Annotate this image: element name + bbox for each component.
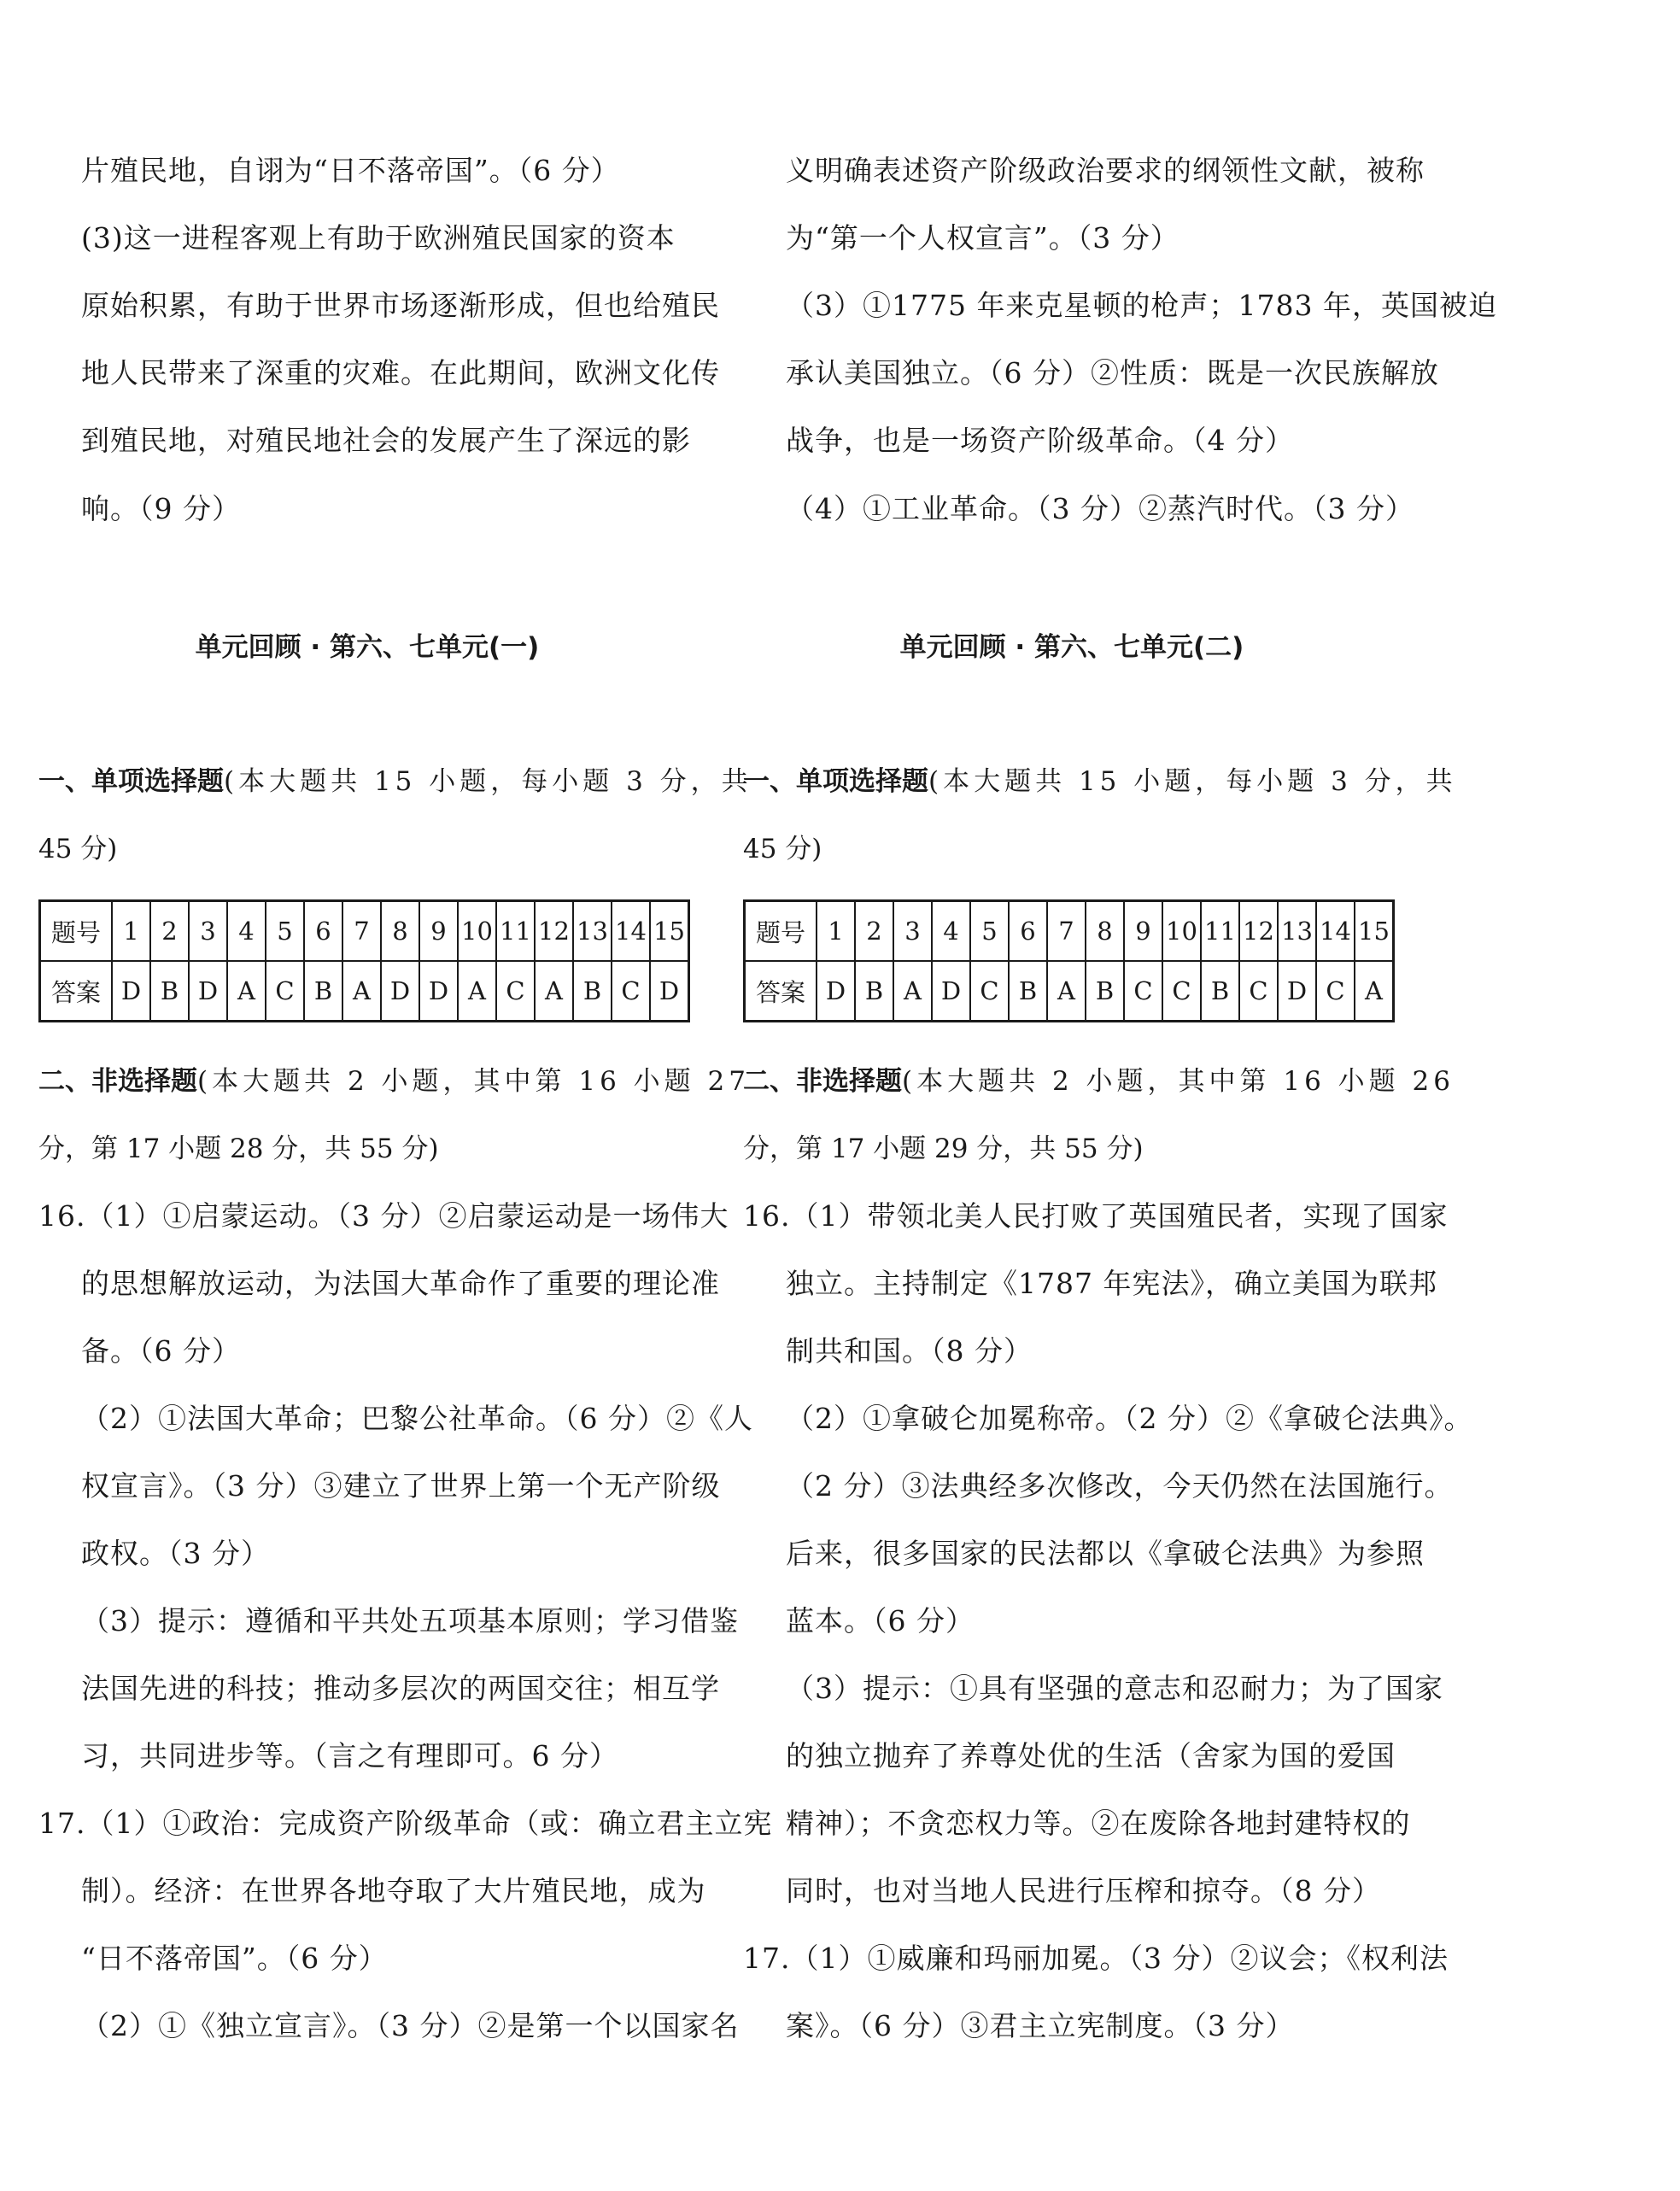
section-title: 单元回顾 · 第六、七单元(二) [899,632,1244,663]
answer-cell: D [381,961,419,1022]
question-number-cell: 1 [817,901,855,962]
answer-cell: D [419,961,458,1022]
section-heading-label: 一、单项选择题 [38,766,224,797]
answer-line: 案》。（6 分）③君主立宪制度。（3 分） [786,2009,1295,2042]
question-number-cell: 13 [1278,901,1316,962]
answer-cell: D [1278,961,1316,1022]
question-number-cell: 12 [1239,901,1278,962]
answer-cell: A [1355,961,1394,1022]
answer-line: 制共和国。（8 分） [786,1334,1033,1368]
answer-line: （2）①法国大革命；巴黎公社革命。（6 分）②《人 [81,1402,753,1435]
question-number-cell: 1 [112,901,150,962]
answer-cell: B [1201,961,1239,1022]
table-row-answers [745,961,1394,1022]
answer-cell: A [342,961,381,1022]
question-number-cell: 11 [496,901,535,962]
section-heading-nonchoice [38,1061,750,1102]
answer-line: “日不落帝国”。（6 分） [81,1942,388,1975]
section-heading-detail: (本大题共 15 小题，每小题 3 分，共 [224,766,752,797]
section-heading-detail-cont: 分，第 17 小题 28 分，共 55 分) [38,1134,439,1164]
question-number-cell: 6 [304,901,342,962]
answer-line: 后来，很多国家的民法都以《拿破仑法典》为参照 [786,1537,1425,1570]
answer-cell: D [189,961,227,1022]
question-number-cell: 5 [970,901,1009,962]
answer-line: 权宣言》。（3 分）③建立了世界上第一个无产阶级 [81,1469,721,1503]
question-number-cell: 13 [573,901,612,962]
answer-table [743,899,1395,1022]
answer-cell: C [970,961,1009,1022]
answer-line: 16.（1）带领北美人民打败了英国殖民者，实现了国家 [743,1199,1449,1233]
section-heading-label: 二、非选择题 [38,1066,197,1097]
question-number-cell: 2 [855,901,893,962]
question-number-cell: 9 [419,901,458,962]
answer-cell: A [227,961,266,1022]
table-row-answers [40,961,689,1022]
answer-line: 16.（1）①启蒙运动。（3 分）②启蒙运动是一场伟大 [38,1199,729,1233]
answer-line: 制）。经济：在世界各地夺取了大片殖民地，成为 [81,1874,706,1907]
question-number-cell: 11 [1201,901,1239,962]
question-number-cell: 4 [932,901,970,962]
section-heading-choice [743,761,1457,802]
question-number-cell: 2 [150,901,189,962]
text-line: （3）①1775 年来克星顿的枪声；1783 年，英国被迫 [786,289,1497,322]
answer-cell: D [932,961,970,1022]
answer-line: （3）提示：遵循和平共处五项基本原则；学习借鉴 [81,1604,739,1637]
question-number-cell: 15 [650,901,689,962]
text-line: 原始积累，有助于世界市场逐渐形成，但也给殖民 [81,289,720,322]
question-number-cell: 5 [266,901,304,962]
answer-cell: C [1124,961,1162,1022]
section-heading-label: 二、非选择题 [743,1066,902,1097]
section-heading-detail: (本大题共 2 小题，其中第 16 小题 27 [197,1066,750,1097]
answer-line: 同时，也对当地人民进行压榨和掠夺。（8 分） [786,1874,1381,1907]
text-line: 义明确表述资产阶级政治要求的纲领性文献，被称 [786,154,1425,187]
answer-cell: B [573,961,612,1022]
table-header-cell: 题号 [745,901,817,962]
table-header-cell: 答案 [745,961,817,1022]
answer-line: 精神）；不贪恋权力等。②在废除各地封建特权的 [786,1807,1411,1840]
answer-line: 的思想解放运动，为法国大革命作了重要的理论准 [81,1267,720,1300]
question-number-cell: 8 [1086,901,1124,962]
text-line: 片殖民地，自诩为“日不落帝国”。（6 分） [81,154,620,187]
answer-cell: B [1086,961,1124,1022]
section-title: 单元回顾 · 第六、七单元(一) [195,632,540,663]
answer-line: 政权。（3 分） [81,1537,270,1570]
question-number-cell: 10 [458,901,496,962]
table-row-numbers [40,901,689,962]
answer-cell: A [535,961,573,1022]
answer-line: 法国先进的科技；推动多层次的两国交往；相互学 [81,1672,720,1705]
question-number-cell: 10 [1162,901,1201,962]
answer-line: （2）①拿破仑加冕称帝。（2 分）②《拿破仑法典》。 [786,1402,1473,1435]
answer-cell: D [650,961,689,1022]
answer-cell: C [1162,961,1201,1022]
answer-cell: A [1047,961,1086,1022]
question-number-cell: 14 [612,901,650,962]
question-number-cell: 6 [1009,901,1047,962]
answer-cell: C [1239,961,1278,1022]
answer-cell: B [150,961,189,1022]
answer-cell: C [496,961,535,1022]
section-heading-detail-cont: 分，第 17 小题 29 分，共 55 分) [743,1134,1144,1164]
text-line: 为“第一个人权宣言”。（3 分） [786,221,1180,255]
question-number-cell: 3 [893,901,932,962]
question-number-cell: 4 [227,901,266,962]
text-line: 战争，也是一场资产阶级革命。（4 分） [786,424,1294,457]
question-number-cell: 15 [1355,901,1394,962]
table-header-cell: 答案 [40,961,113,1022]
section-heading-detail: (本大题共 15 小题，每小题 3 分，共 [928,766,1457,797]
answer-line: （2）①《独立宣言》。（3 分）②是第一个以国家名 [81,2009,740,2042]
text-line: （4）①工业革命。（3 分）②蒸汽时代。（3 分） [786,492,1414,525]
table-header-cell: 题号 [40,901,113,962]
table-row-numbers [745,901,1394,962]
answer-line: 17.（1）①政治：完成资产阶级革命（或：确立君主立宪 [38,1807,773,1840]
question-number-cell: 12 [535,901,573,962]
answer-cell: B [304,961,342,1022]
section-heading-detail-cont: 45 分) [38,834,118,864]
text-line: (3)这一进程客观上有助于欧洲殖民国家的资本 [81,221,676,255]
answer-cell: C [266,961,304,1022]
section-heading-detail: (本大题共 2 小题，其中第 16 小题 26 [902,1066,1455,1097]
answer-cell: A [893,961,932,1022]
question-number-cell: 9 [1124,901,1162,962]
section-heading-choice [38,761,752,802]
answer-line: 的独立抛弃了养尊处优的生活（舍家为国的爱国 [786,1739,1396,1772]
answer-cell: D [112,961,150,1022]
answer-line: 独立。主持制定《1787 年宪法》，确立美国为联邦 [786,1267,1437,1300]
answer-line: （3）提示：①具有坚强的意志和忍耐力；为了国家 [786,1672,1443,1705]
answer-cell: B [855,961,893,1022]
question-number-cell: 7 [342,901,381,962]
text-line: 到殖民地，对殖民地社会的发展产生了深远的影 [81,424,691,457]
answer-table [38,899,690,1022]
section-heading-detail-cont: 45 分) [743,834,822,864]
section-heading-nonchoice [743,1061,1455,1102]
text-line: 承认美国独立。（6 分）②性质：既是一次民族解放 [786,356,1439,390]
text-line: 地人民带来了深重的灾难。在此期间，欧洲文化传 [81,356,720,390]
answer-line: （2 分）③法典经多次修改，今天仍然在法国施行。 [786,1469,1454,1503]
answer-line: 习，共同进步等。（言之有理即可。6 分） [81,1739,618,1772]
answer-cell: B [1009,961,1047,1022]
answer-line: 17.（1）①威廉和玛丽加冕。（3 分）②议会；《权利法 [743,1942,1449,1975]
question-number-cell: 3 [189,901,227,962]
answer-cell: C [612,961,650,1022]
question-number-cell: 8 [381,901,419,962]
answer-cell: A [458,961,496,1022]
answer-line: 备。（6 分） [81,1334,241,1368]
text-line: 响。（9 分） [81,492,241,525]
section-heading-label: 一、单项选择题 [743,766,928,797]
question-number-cell: 7 [1047,901,1086,962]
question-number-cell: 14 [1316,901,1355,962]
answer-cell: D [817,961,855,1022]
answer-line: 蓝本。（6 分） [786,1604,975,1637]
answer-cell: C [1316,961,1355,1022]
